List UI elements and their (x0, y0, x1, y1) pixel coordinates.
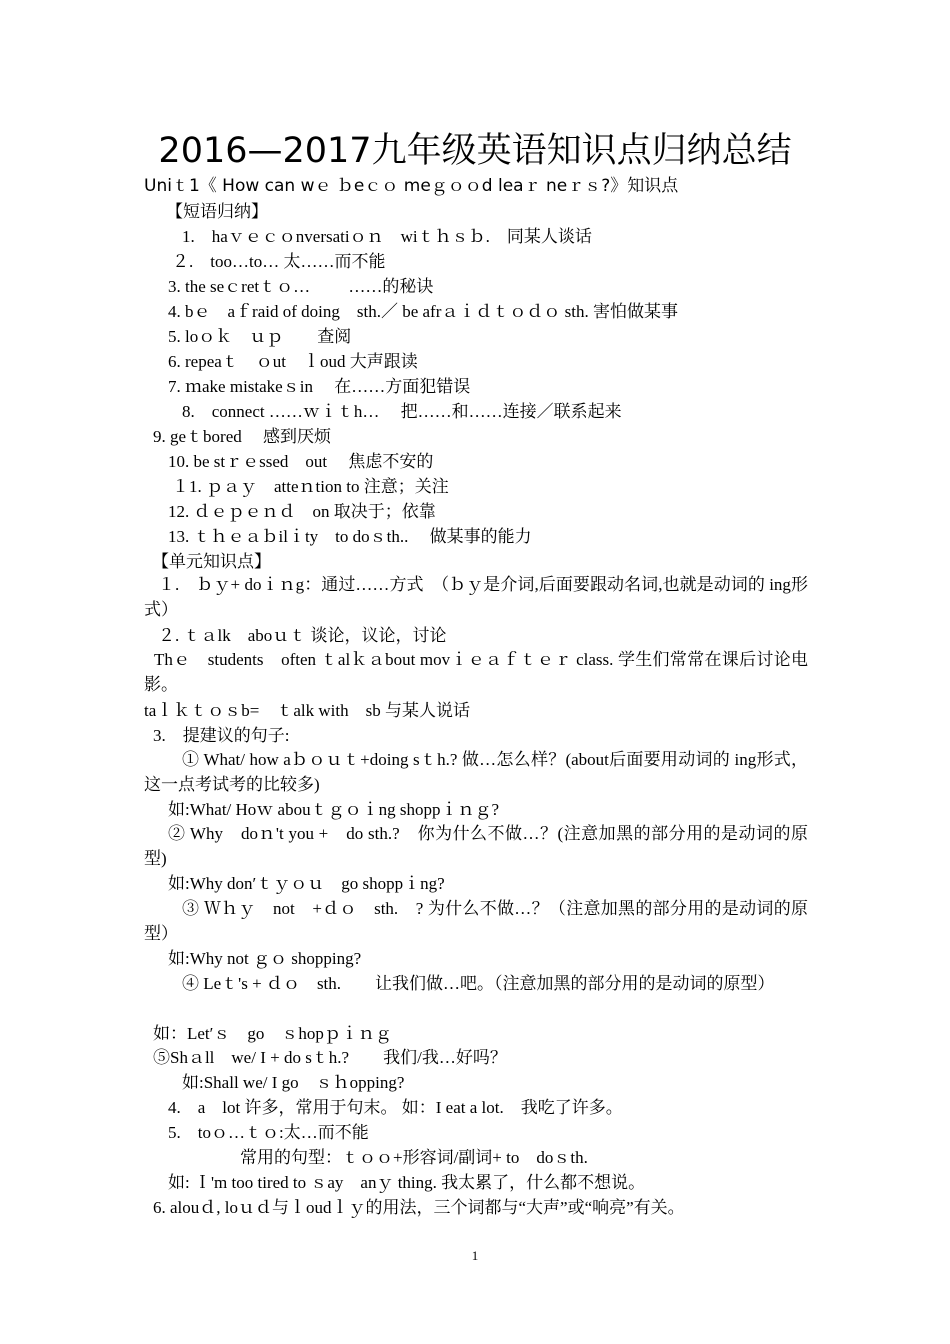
point-5-pattern: 常用的句型：ｔｏｏ+形容词/副词+ to doｓth. (240, 1148, 588, 1167)
suggestion-c: ③ Ｗｈｙ not +ｄｏ sth. ? 为什么不做…？（注意加黑的部分用的是动词的原型） (144, 899, 808, 943)
suggestion-a: ① What/ how aｂｏｕｔ+doing sｔh.? 做…怎么样？(about后面要用动词的 ing形式，这一点考试考的比较多) (144, 750, 808, 794)
document-title: 2016—2017九年级英语知识点归纳总结 (158, 131, 792, 171)
unit-heading: Uniｔ1《 How can wｅ ｂeｃｏ meｇｏｏd leaｒ neｒｓ?》知识点 (144, 176, 679, 196)
suggestion-e: ⑤Shａll we/ I + do sｔh.? 我们/我…好吗？ (153, 1048, 507, 1067)
point-5-heading: 5. toｏ…ｔｏ:太…而不能 (168, 1123, 369, 1142)
point-2-example: Thｅ students often ｔalｋａbout movｉｅａｆｔｅｒ class. 学生们常常在课后讨论电影。 (144, 650, 808, 694)
suggestion-d: ④ Leｔ's + ｄｏ sth. 让我们做…吧。（注意加黑的部分用的是动词的原型） (182, 974, 775, 993)
point-2-talk-to: taｌｋｔｏｓb= ｔalk with sb 与某人说话 (144, 701, 470, 720)
phrase-item: ２. too…to… 太……而不能 (172, 252, 386, 271)
phrase-item: 9. geｔbored 感到厌烦 (153, 427, 332, 446)
suggestion-b-example: 如:Why don′ｔｙｏｕ go shoppｉng? (168, 874, 445, 893)
point-1: １. ｂｙ+ doｉｎg：通过……方式 （ｂｙ是介词,后面要跟动名词,也就是动词的 ing形式） (144, 575, 808, 619)
phrase-item: 8. connect ……ｗｉｔh… 把……和……连接／联系起来 (182, 402, 622, 421)
suggestion-c-example: 如:Why not ｇｏ shopping? (168, 949, 362, 968)
phrase-item: 13. ｔｈｅａｂilｉty to doｓth.. 做某事的能力 (168, 527, 532, 546)
point-4: 4. a lot 许多，常用于句末。 如：I eat a lot. 我吃了许多。 (168, 1098, 623, 1117)
page-number: 1 (471, 1248, 479, 1263)
phrase-item: 6. repeaｔ ｏut ｌoud 大声跟读 (168, 352, 418, 371)
suggestion-b: ② Why doｎ't you + do sth.? 你为什么不做…？(注意加黑的部分用的是动词的原型) (144, 824, 808, 868)
phrase-item: １1. ｐａｙ atteｎtion to 注意；关注 (172, 477, 449, 496)
suggestion-d-example: 如：Let′ｓ go ｓhopｐｉｎｇ (153, 1024, 392, 1043)
phrase-item: 12. ｄｅｐｅｎｄ on 取决于；依靠 (168, 502, 436, 521)
suggestion-e-example: 如:Shall we/ I go ｓｈopping? (182, 1073, 405, 1092)
phrase-item: 10. be stｒｅssed out 焦虑不安的 (168, 452, 434, 471)
phrase-item: 1. haｖｅｃｏnversatiｏｎ wiｔｈｓｂ. 同某人谈话 (182, 227, 592, 246)
point-5-example: 如: Ｉ'm too tired to ｓay anｙ thing. 我太累了，什么都不想说。 (168, 1173, 646, 1192)
phrase-item: 3. the seｃretｔｏ… ……的秘诀 (168, 277, 434, 296)
section-heading-phrases: 【短语归纳】 (166, 202, 268, 221)
point-3-heading: 3. 提建议的句子: (153, 726, 290, 745)
point-2-heading: ２. ｔａlk aboｕｔ 谈论，议论，讨论 (158, 626, 447, 645)
phrase-item: 4. bｅ aｆraid of doing sth.／ be afrａｉｄｔｏｄｏ sth. 害怕做某事 (168, 302, 678, 321)
suggestion-a-example: 如:What/ Hoｗ abouｔｇｏｉng shoppｉｎｇ? (168, 800, 499, 819)
phrase-item: 7. ｍake mistakeｓin 在……方面犯错误 (168, 377, 471, 396)
phrase-item: 5. loｏｋ ｕｐ 查阅 (168, 327, 352, 346)
section-heading-points: 【单元知识点】 (152, 552, 271, 571)
point-6: 6. alouｄ, loｕｄ与ｌoudｌｙ的用法，三个词都与“大声”或“响亮”有关。 (153, 1198, 685, 1217)
